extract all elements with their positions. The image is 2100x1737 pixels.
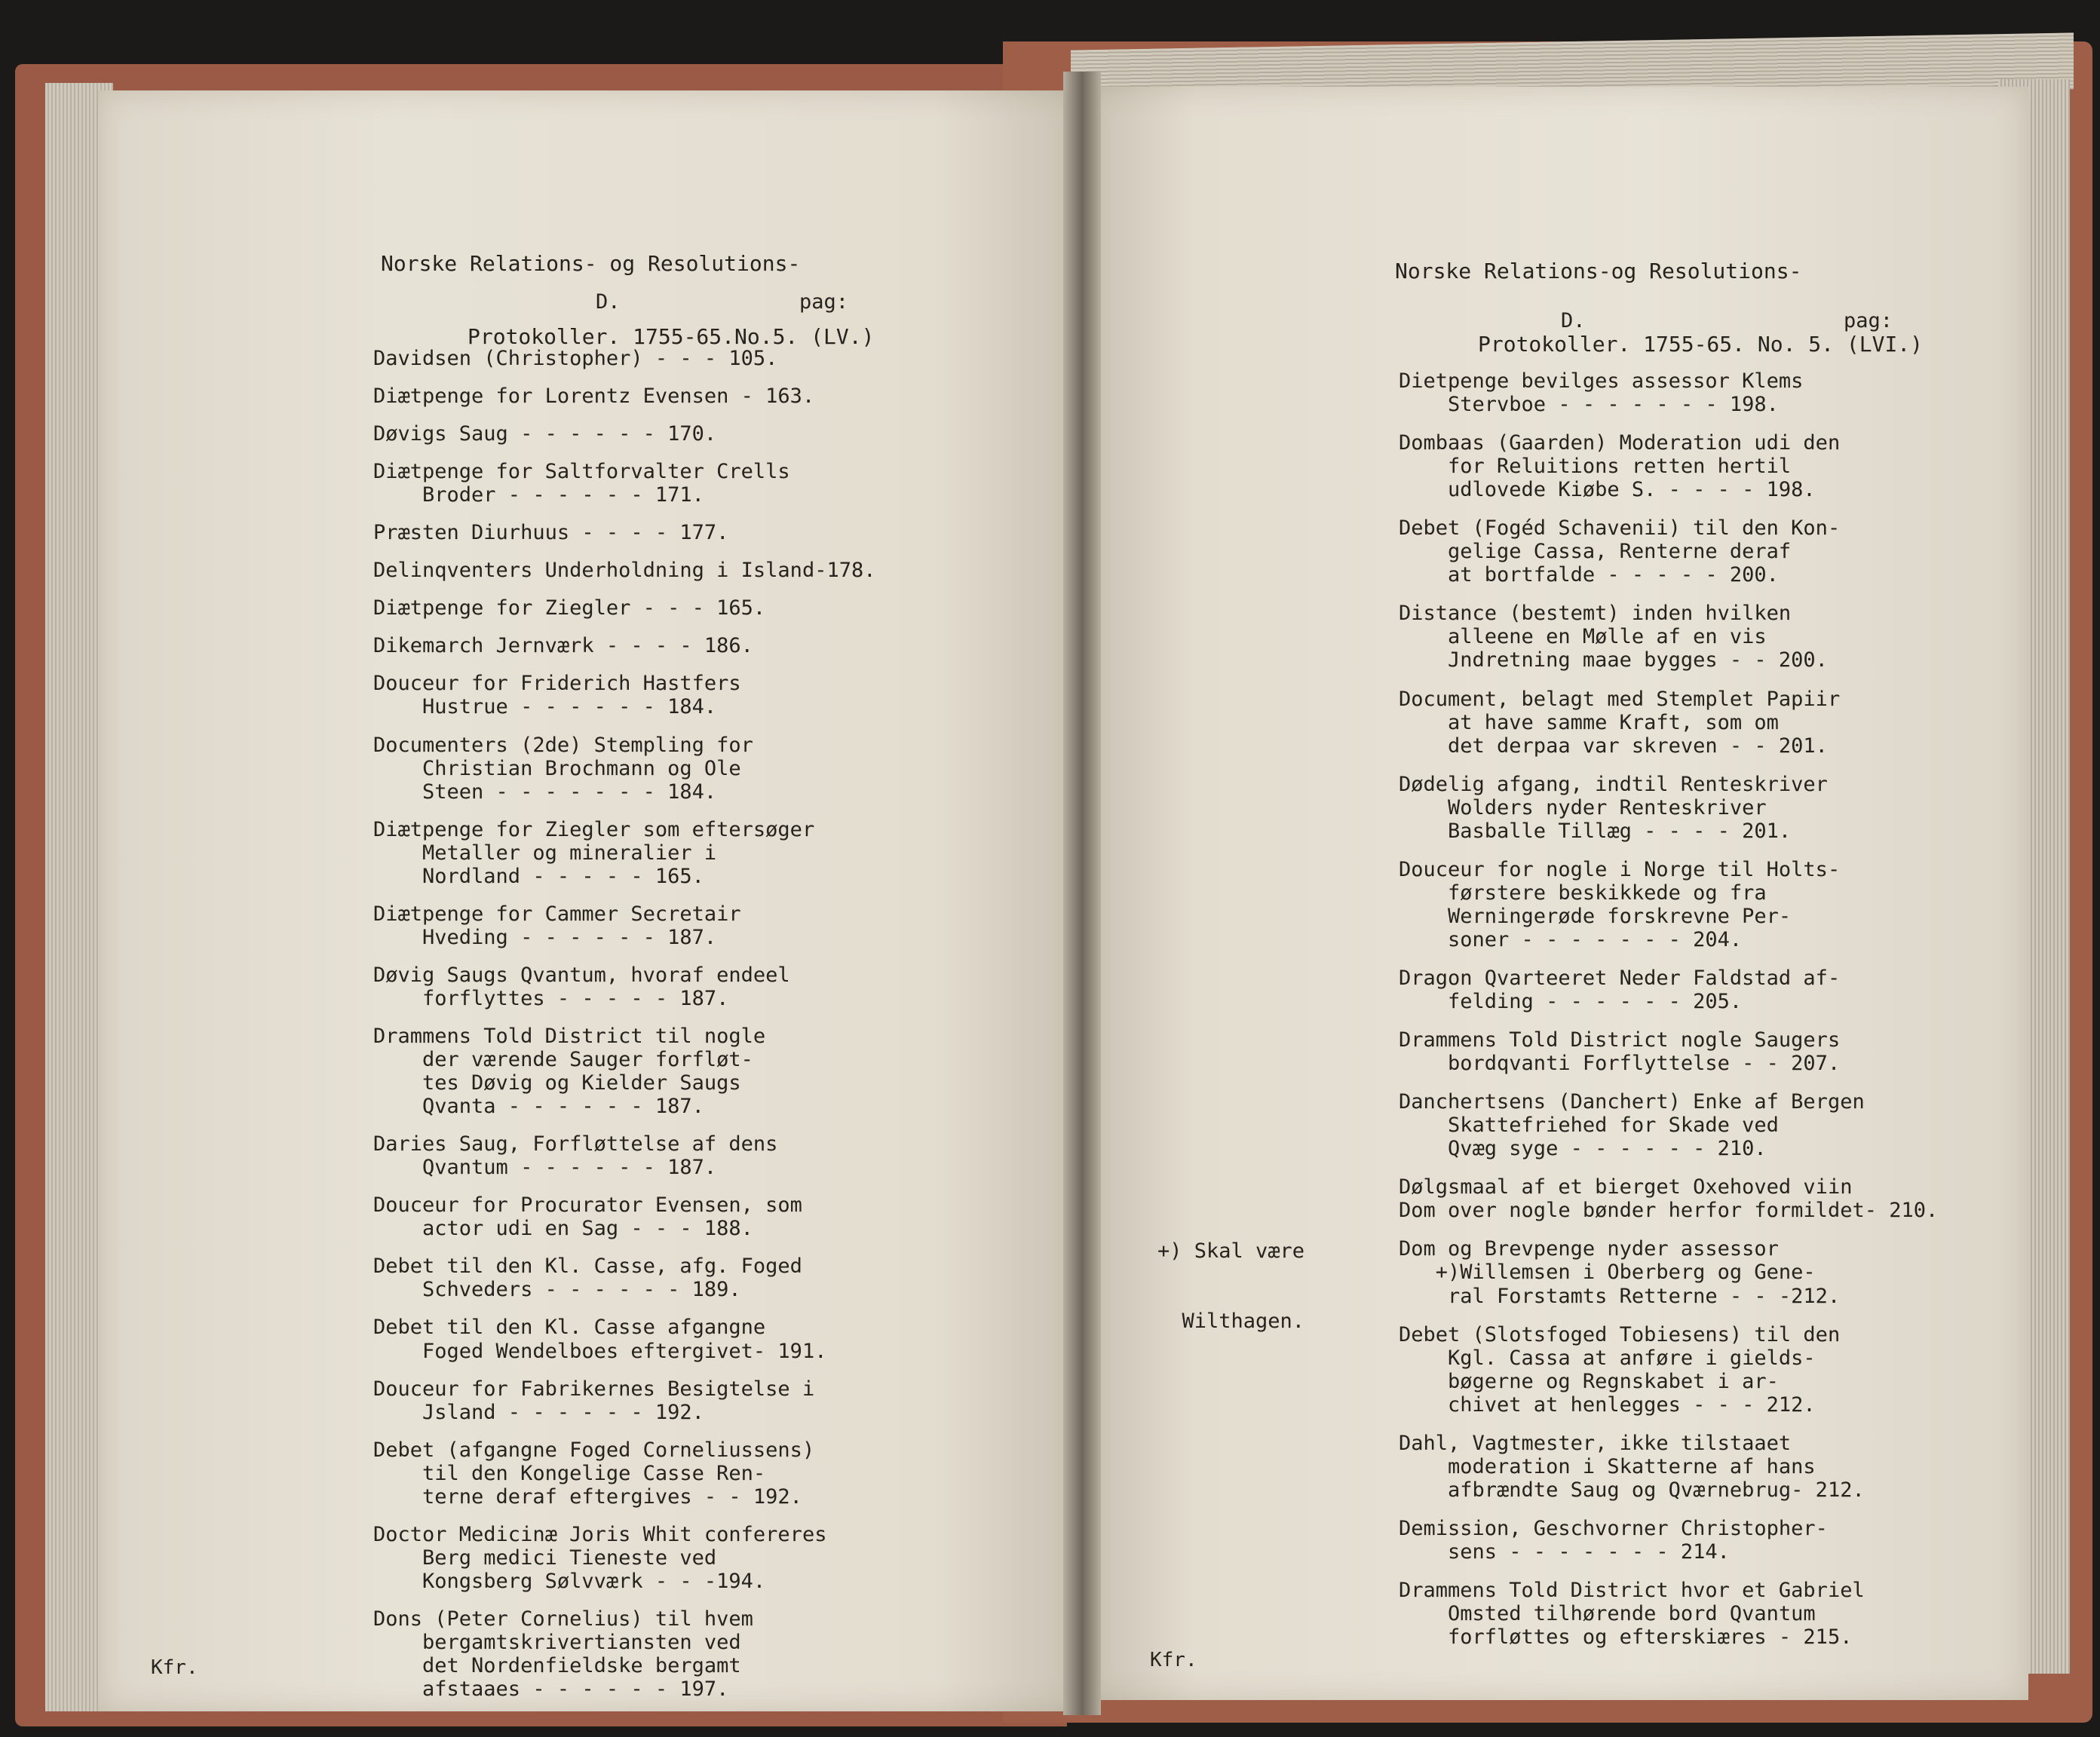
index-entry-line: Qvæg syge - - - - - - 210. [1399, 1137, 1767, 1161]
index-entry-line: Skattefriehed for Skade ved [1399, 1114, 1779, 1138]
index-entry-line: Berg medici Tieneste ved [373, 1546, 717, 1570]
index-entry [1399, 1517, 1938, 1564]
index-entry [373, 1254, 875, 1301]
index-entry-line: Dietpenge bevilges assessor Klems [1399, 369, 1804, 393]
right-letter: D. [1561, 309, 1586, 332]
index-entry-line: forflyttes - - - - - 187. [373, 986, 729, 1010]
index-entry [1399, 1175, 1938, 1222]
index-entry-line: det Nordenfieldske bergamt [373, 1654, 741, 1678]
left-footer: Kfr. [151, 1656, 198, 1679]
index-entry-line: Drammens Told District nogle Saugers [1399, 1028, 1841, 1052]
index-entry-line: Nordland - - - - - 165. [373, 864, 704, 888]
index-entry [1399, 688, 1938, 758]
index-entry-line: Dahl, Vagtmester, ikke tilstaaet [1399, 1431, 1792, 1455]
index-entry [373, 422, 875, 446]
index-entry-line: afbrændte Saug og Qværnebrug- 212. [1399, 1478, 1865, 1502]
index-entry [373, 818, 875, 888]
index-entry [1399, 773, 1938, 843]
index-entry [1399, 858, 1938, 951]
index-entry [373, 1607, 875, 1701]
index-entry-line: Debet (Fogéd Schavenii) til den Kon- [1399, 516, 1841, 541]
index-entry-line: forfløttes og efterskiæres - 215. [1399, 1625, 1853, 1650]
index-entry-line: Præsten Diurhuus - - - - 177. [373, 521, 729, 545]
index-entry-line: at have samme Kraft, som om [1399, 710, 1779, 734]
index-entry-line: moderation i Skatterne af hans [1399, 1454, 1816, 1478]
index-entry-line: Documenters (2de) Stempling for [373, 733, 753, 757]
index-entry [1399, 1090, 1938, 1160]
index-entry-line: til den Kongelige Casse Ren- [373, 1461, 766, 1485]
index-entry-line: Jndretning maae bygges - - 200. [1399, 648, 1828, 672]
index-entry-line: Kongsberg Sølvværk - - -194. [373, 1569, 766, 1593]
index-entry-line: det derpaa var skreven - - 201. [1399, 734, 1828, 758]
index-entry-line: Douceur for Procurator Evensen, som [373, 1193, 802, 1218]
left-header-line-1: Norske Relations- og Resolutions- [381, 251, 801, 277]
index-entry-line: Distance (bestemt) inden hvilken [1399, 602, 1792, 626]
index-entry-line: Debet til den Kl. Casse, afg. Foged [373, 1254, 802, 1279]
index-entry-line: Qvantum - - - - - - 187. [373, 1156, 717, 1180]
right-footer: Kfr. [1150, 1649, 1197, 1671]
right-pag-label: pag: [1844, 309, 1893, 332]
index-entry-line: Metaller og mineralier i [373, 841, 717, 865]
margin-note-line-1: +) Skal være [1157, 1239, 1305, 1264]
index-entry-line: Danchertsens (Danchert) Enke af Bergen [1399, 1090, 1865, 1114]
index-entry-line: Qvanta - - - - - - 187. [373, 1095, 704, 1119]
index-entry-line: Døvig Saugs Qvantum, hvoraf endeel [373, 963, 790, 987]
index-entry-line: Diætpenge for Lorentz Evensen - 163. [373, 384, 815, 409]
index-entry-line: Dons (Peter Cornelius) til hvem [373, 1607, 753, 1631]
index-entry-line: Doctor Medicinæ Joris Whit confereres [373, 1522, 827, 1546]
index-entry [1399, 1237, 1938, 1307]
index-entry [1399, 967, 1938, 1013]
index-entry [373, 521, 875, 544]
index-entry-line: tes Døvig og Kielder Saugs [373, 1071, 741, 1095]
index-entry [373, 902, 875, 949]
index-entry-line: førstere beskikkede og fra [1399, 881, 1767, 905]
margin-note-line-2: Wilthagen. [1157, 1310, 1305, 1334]
index-entry [373, 634, 875, 657]
index-entry [373, 1523, 875, 1593]
index-entry-line: Diætpenge for Saltforvalter Crells [373, 460, 790, 484]
index-entry-line: Omsted tilhørende bord Qvantum [1399, 1602, 1816, 1626]
index-entry-line: afstaaes - - - - - - 197. [373, 1677, 729, 1702]
index-entry-line: bøgerne og Regnskabet i ar- [1399, 1369, 1779, 1393]
index-entry [373, 559, 875, 582]
index-entry [373, 347, 875, 370]
index-entry-line: Document, belagt med Stemplet Papiir [1399, 687, 1841, 711]
index-entry-line: Kgl. Cassa at anføre i gields- [1399, 1346, 1816, 1370]
index-entry-line: Christian Brochmann og Ole [373, 756, 741, 780]
index-entry [373, 1377, 875, 1424]
right-margin-note [1157, 1193, 1304, 1380]
index-entry-line: Dombaas (Gaarden) Moderation udi den [1399, 431, 1841, 455]
left-pag-label: pag: [799, 290, 849, 314]
index-entry [1399, 1323, 1938, 1417]
index-entry [373, 1438, 875, 1509]
index-entry [1399, 1028, 1938, 1075]
index-entry-line: Broder - - - - - - 171. [373, 483, 704, 507]
index-entry-line: Debet (afgangne Foged Corneliussens) [373, 1438, 815, 1462]
index-entry-line: udlovede Kiøbe S. - - - - 198. [1399, 478, 1816, 502]
index-entry [373, 1025, 875, 1118]
right-header-line-2: Protokoller. 1755-65. No. 5. (LVI.) [1478, 331, 1924, 357]
index-entry-line: alleene en Mølle af en vis [1399, 625, 1767, 649]
left-header-line-2: Protokoller. 1755-65.No.5. (LV.) [468, 323, 875, 349]
index-entry-line: Foged Wendelboes eftergivet- 191. [373, 1339, 827, 1363]
index-entry-line: Dikemarch Jernværk - - - - 186. [373, 634, 753, 658]
index-entry-line: Schveders - - - - - - 189. [373, 1278, 741, 1302]
index-entry-line: felding - - - - - - 205. [1399, 990, 1743, 1014]
index-entry-line: Debet (Slotsfoged Tobiesens) til den [1399, 1322, 1841, 1346]
index-entry [373, 734, 875, 804]
index-entry-line: actor udi en Sag - - - 188. [373, 1217, 753, 1241]
index-entry-line: Dragon Qvarteeret Neder Faldstad af- [1399, 966, 1841, 990]
index-entry-line: Drammens Told District til nogle [373, 1024, 766, 1048]
index-entry-line: bergamtskrivertiansten ved [373, 1630, 741, 1654]
index-entry [373, 1132, 875, 1179]
right-index-entries [1399, 369, 1938, 1664]
index-entry [1399, 516, 1938, 587]
index-entry [1399, 1432, 1938, 1502]
index-entry-line: Døvigs Saug - - - - - - 170. [373, 422, 717, 446]
index-entry-line: Basballe Tillæg - - - - 201. [1399, 819, 1792, 843]
index-entry-line: Stervboe - - - - - - - 198. [1399, 393, 1779, 417]
index-entry [373, 672, 875, 718]
index-entry [373, 384, 875, 408]
right-header-line-1: Norske Relations-og Resolutions- [1395, 259, 1802, 284]
index-entry [373, 963, 875, 1010]
index-entry [1399, 369, 1938, 416]
index-entry-line: Hustrue - - - - - - 184. [373, 695, 717, 719]
index-entry-line: Douceur for Fabrikernes Besigtelse i [373, 1377, 815, 1401]
index-entry-line: Drammens Told District hvor et Gabriel [1399, 1578, 1865, 1602]
book-gutter [1063, 72, 1101, 1715]
index-entry-line: +)Willemsen i Oberberg og Gene- [1399, 1261, 1816, 1285]
index-entry-line: chivet at henlegges - - - 212. [1399, 1392, 1816, 1417]
index-entry-line: Dødelig afgang, indtil Renteskriver [1399, 772, 1828, 796]
index-entry-line: Werningerøde forskrevne Per- [1399, 904, 1792, 928]
index-entry [373, 596, 875, 620]
index-entry [1399, 1579, 1938, 1649]
index-entry-line: bordqvanti Forflyttelse - - 207. [1399, 1052, 1841, 1076]
index-entry-line: Diætpenge for Cammer Secretair [373, 902, 741, 926]
index-entry-line: Dom og Brevpenge nyder assessor [1399, 1237, 1779, 1261]
index-entry-line: Debet til den Kl. Casse afgangne [373, 1316, 766, 1340]
index-entry-line: soner - - - - - - - 204. [1399, 927, 1743, 951]
index-entry-line: der værende Sauger forfløt- [373, 1048, 753, 1072]
index-entry [1399, 602, 1938, 672]
index-entry-line: Steen - - - - - - - 184. [373, 780, 717, 804]
index-entry-line: Wolders nyder Renteskriver [1399, 795, 1767, 819]
index-entry-line: Diætpenge for Ziegler som eftersøger [373, 817, 815, 841]
left-index-entries [373, 347, 875, 1715]
index-entry-line: Hveding - - - - - - 187. [373, 925, 717, 949]
index-entry-line: sens - - - - - - - 214. [1399, 1539, 1730, 1564]
index-entry-line: for Reluitions retten hertil [1399, 455, 1792, 479]
left-letter: D. [596, 290, 621, 314]
index-entry-line: Dølgsmaal af et bierget Oxehoved viin [1399, 1175, 1853, 1199]
index-entry-line: Davidsen (Christopher) - - - 105. [373, 347, 778, 370]
index-entry-line: Demission, Geschvorner Christopher- [1399, 1516, 1828, 1540]
index-entry-line: Delinqventers Underholdning i Island-178. [373, 559, 876, 583]
index-entry [373, 460, 875, 507]
index-entry-line: Douceur for Friderich Hastfers [373, 672, 741, 696]
index-entry-line: Diætpenge for Ziegler - - - 165. [373, 596, 766, 620]
index-entry-line: ral Forstamts Retterne - - -212. [1399, 1284, 1841, 1308]
index-entry-line: gelige Cassa, Renterne deraf [1399, 540, 1792, 564]
index-entry-line: at bortfalde - - - - - 200. [1399, 563, 1779, 587]
index-entry-line: Dom over nogle bønder herfor formildet- 210. [1399, 1199, 1939, 1223]
index-entry [373, 1316, 875, 1362]
index-entry-line: Douceur for nogle i Norge til Holts- [1399, 857, 1841, 881]
index-entry [1399, 431, 1938, 501]
index-entry [373, 1193, 875, 1240]
index-entry-line: Jsland - - - - - - 192. [373, 1400, 704, 1424]
index-entry-line: Daries Saug, Forfløttelse af dens [373, 1132, 778, 1156]
index-entry-line: terne deraf eftergives - - 192. [373, 1484, 802, 1509]
